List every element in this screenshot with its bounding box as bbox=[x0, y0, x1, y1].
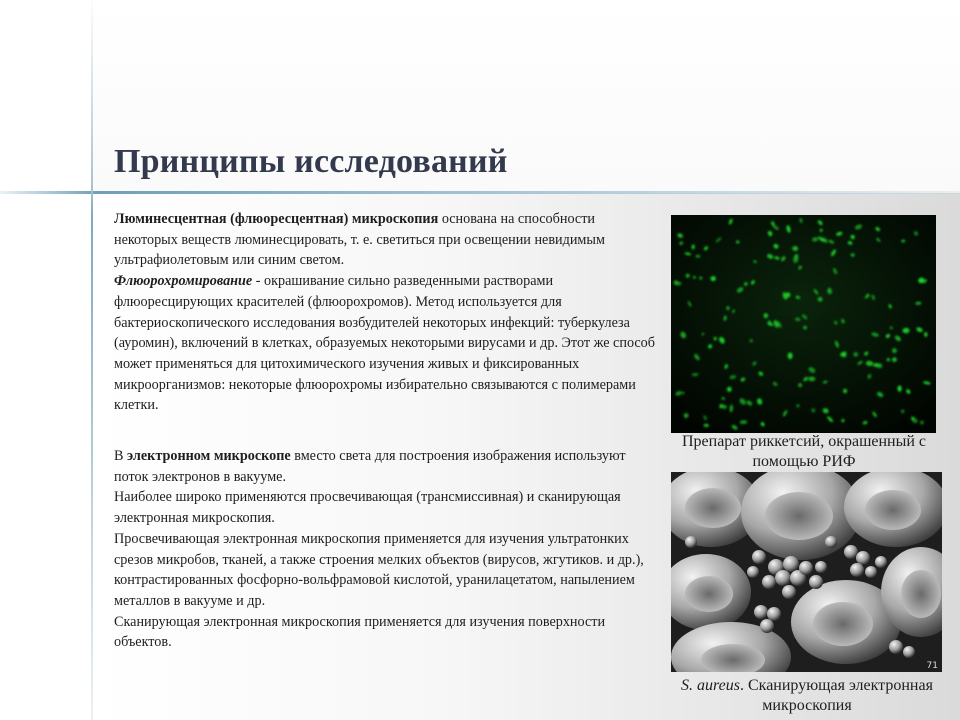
slide-title: Принципы исследований bbox=[114, 143, 508, 180]
species-name: S. aureus bbox=[681, 677, 740, 694]
paragraph-luminescent-microscopy bbox=[114, 209, 659, 271]
paragraph-electron-microscope bbox=[114, 446, 659, 487]
paragraph-transmission-em: Просвечивающая электронная микроскопия применяется для изучения ультратонких срезов микробов, тканей, а также строения мелких объектов (вирусов, жгутиков. и др.), контрастированных фосфорно-вольфрамовой кислотой, уранилацетатом, напылением металлов в вакууме и др. bbox=[114, 530, 644, 609]
image2-caption-text: . Сканирующая электронная микроскопия bbox=[740, 677, 933, 714]
sem-image-mark: 71 bbox=[926, 661, 938, 671]
term-electron-microscope: электронном микроскопе bbox=[127, 448, 291, 465]
paragraph2-text: - окрашивание сильно разведенными растворами флюоресцирующих красителей (флюорохромов). Метод используется для бактериоскопического исследования возбудителей некоторых инфекций: туберкулеза (ауромин), включений в клетках, образуемых некоторыми вирусами и др. Этот же способ может применяться для цитохимического изучения живых и фиксированных микроорганизмов: некоторые флюорохромы избирательно связываются с полимерами клетки. bbox=[114, 273, 655, 414]
paragraph-gap bbox=[114, 416, 659, 446]
paragraph-fluorochroming bbox=[114, 271, 659, 416]
rickettsia-fluorescence-image bbox=[671, 215, 936, 433]
vertical-accent-line bbox=[91, 0, 93, 720]
term-luminescent-microscopy: Люминесцентная (флюоресцентная) микроскопия bbox=[114, 211, 439, 227]
image1-caption: Препарат риккетсий, окрашенный с помощью РИФ bbox=[681, 433, 927, 470]
paragraph-scanning-em: Сканирующая электронная микроскопия применяется для изучения поверхности объектов. bbox=[114, 613, 606, 651]
fluorescent-cell bbox=[695, 255, 700, 258]
slide-body-text bbox=[114, 209, 659, 653]
sem-micrograph bbox=[671, 472, 942, 672]
paragraph1-text: основана на способности некоторых веществ люминесцировать, т. е. светиться при освещении невидимым ультрафиолетовым или синим светом. bbox=[114, 211, 605, 269]
fluorescence-micrograph bbox=[671, 215, 936, 433]
s-aureus-sem-image bbox=[671, 472, 942, 672]
paragraph3-text: вместо света для построения изображения используют поток электронов в вакууме. bbox=[114, 448, 626, 485]
paragraph3-prefix: В bbox=[114, 448, 128, 465]
term-fluorochroming: Флюорохромирование bbox=[114, 273, 253, 290]
paragraph-em-types: Наиболее широко применяются просвечивающая (трансмиссивная) и сканирующая электронная микроскопия. bbox=[114, 489, 621, 527]
horizontal-accent-line bbox=[0, 191, 960, 194]
image2-caption bbox=[672, 676, 942, 716]
